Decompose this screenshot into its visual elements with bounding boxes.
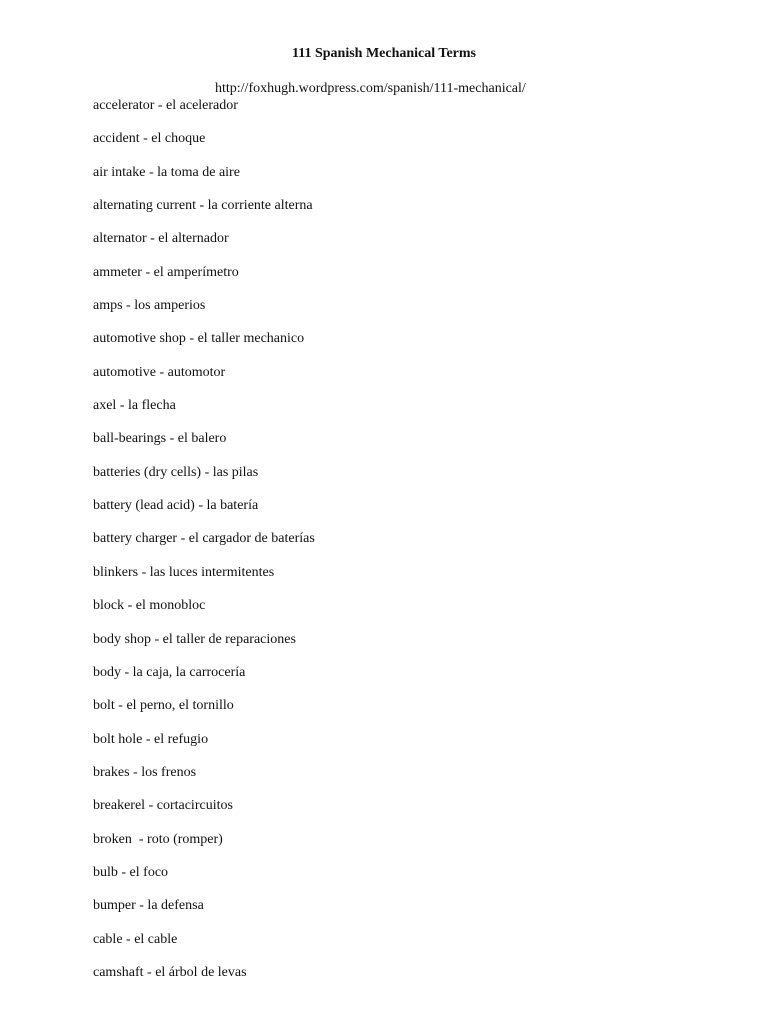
term-item: air intake - la toma de aire: [93, 164, 240, 180]
term-item: brakes - los frenos: [93, 764, 197, 780]
term-item: block - el monobloc: [93, 598, 206, 614]
term-item: bulb - el foco: [93, 864, 169, 880]
term-item: accelerator - el acelerador: [93, 98, 238, 113]
term-item: broken - roto (romper): [93, 831, 223, 847]
term-item: body - la caja, la carrocería: [93, 664, 246, 680]
term-item: ball-bearings - el balero: [93, 431, 227, 447]
document-title: 111 Spanish Mechanical Terms: [292, 46, 476, 61]
term-list: [93, 97, 315, 997]
term-item: automotive - automotor: [93, 364, 226, 380]
term-item: alternator - el alternador: [93, 231, 229, 247]
term-item: battery (lead acid) - la batería: [93, 498, 259, 514]
source-url: http://foxhugh.wordpress.com/spanish/111-mechanical/: [215, 81, 526, 96]
term-item: automotive shop - el taller mechanico: [93, 331, 305, 347]
term-item: ammeter - el amperímetro: [93, 264, 239, 280]
term-item: body shop - el taller de reparaciones: [93, 631, 296, 647]
term-item: battery charger - el cargador de baterías: [93, 531, 315, 547]
term-item: amps - los amperios: [93, 298, 206, 314]
term-item: breakerel - cortacircuitos: [93, 798, 233, 814]
term-item: batteries (dry cells) - las pilas: [93, 464, 259, 480]
term-item: bolt hole - el refugio: [93, 731, 209, 747]
term-item: axel - la flecha: [93, 398, 176, 414]
term-item: blinkers - las luces intermitentes: [93, 564, 275, 580]
term-item: camshaft - el árbol de levas: [93, 964, 247, 980]
term-item: accident - el choque: [93, 131, 206, 147]
term-item: bolt - el perno, el tornillo: [93, 698, 234, 714]
term-item: alternating current - la corriente alterna: [93, 198, 313, 214]
term-item: bumper - la defensa: [93, 898, 204, 914]
term-item: cable - el cable: [93, 931, 178, 947]
